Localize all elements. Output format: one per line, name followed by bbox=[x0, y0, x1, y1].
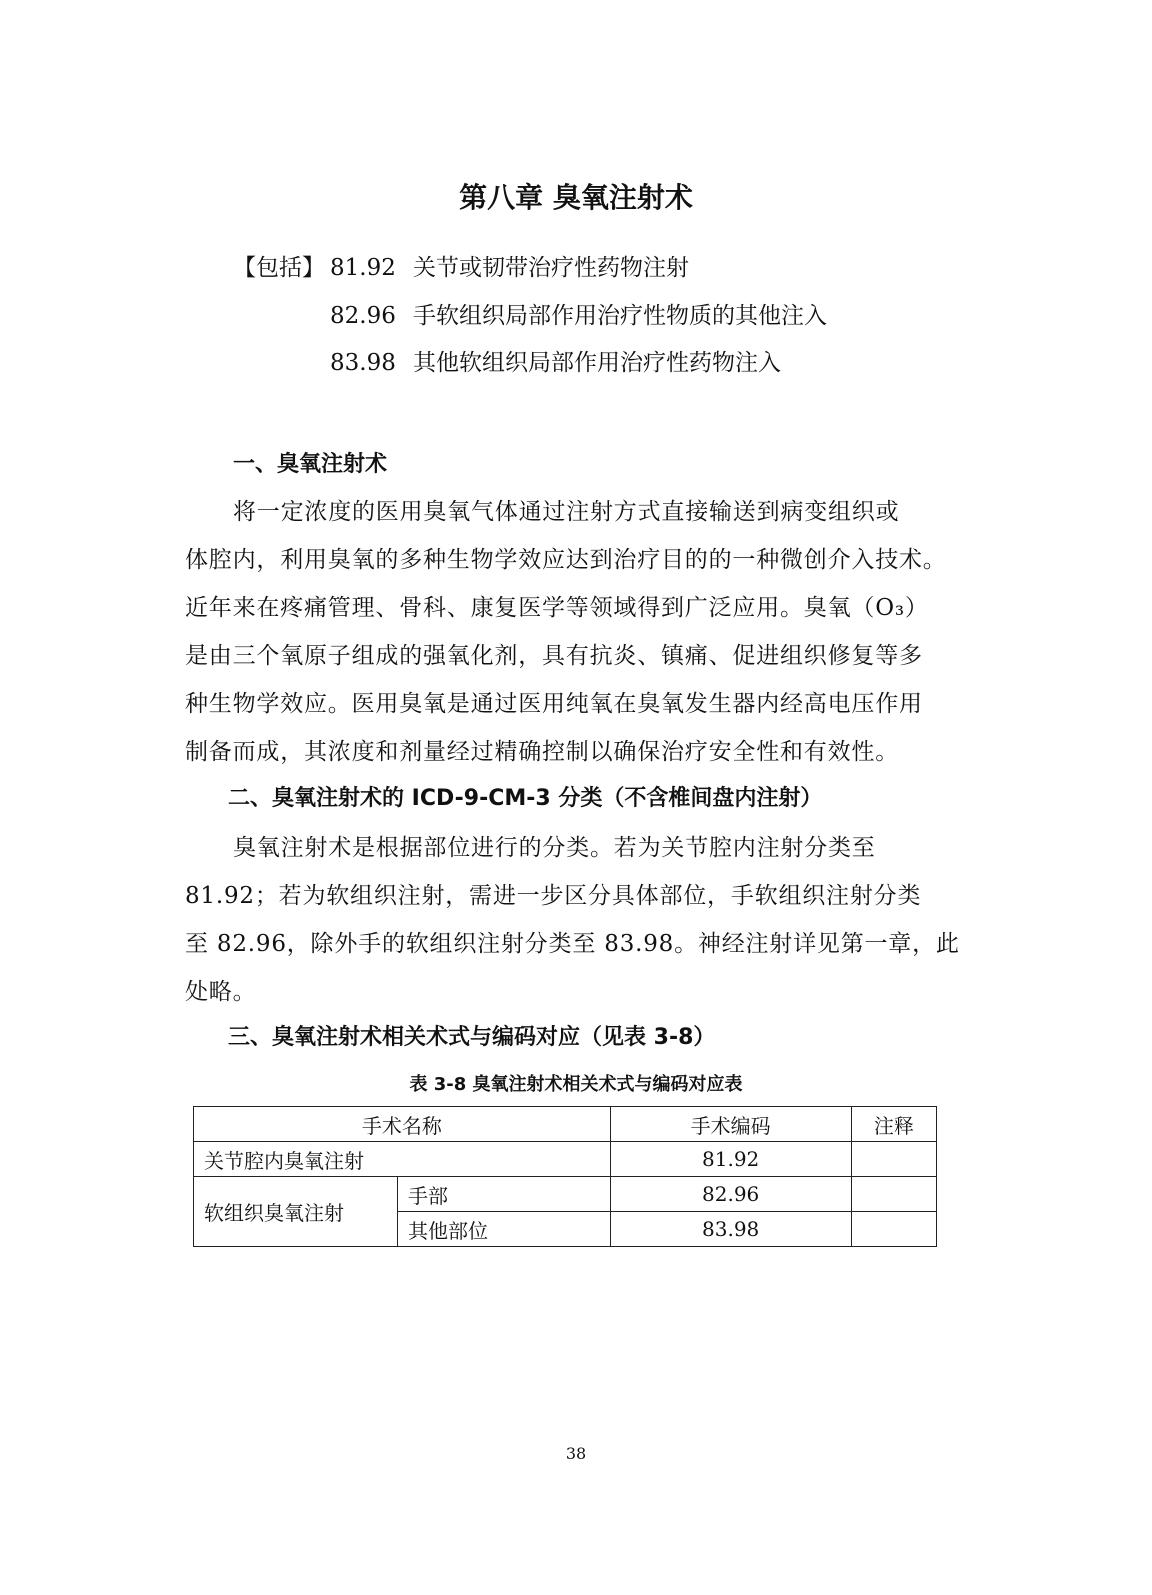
procedure-code-cell: 81.92 bbox=[610, 1142, 851, 1177]
section-3-heading: 三、臭氧注射术相关术式与编码对应（见表 3-8） bbox=[228, 1025, 716, 1050]
table-header-row bbox=[194, 1107, 937, 1142]
header-notes: 注释 bbox=[851, 1107, 936, 1142]
header-procedure-code: 手术编码 bbox=[610, 1107, 851, 1142]
paragraph-line: 体腔内，利用臭氧的多种生物学效应达到治疗目的的一种微创介入技术。 bbox=[185, 547, 947, 573]
includes-line-3 bbox=[233, 348, 933, 378]
procedure-code-cell: 83.98 bbox=[610, 1212, 851, 1247]
procedure-code-cell: 82.96 bbox=[610, 1177, 851, 1212]
procedure-site-cell: 其他部位 bbox=[398, 1212, 611, 1247]
paragraph-line: 将一定浓度的医用臭氧气体通过注射方式直接输送到病变组织或 bbox=[233, 499, 900, 525]
page-number: 38 bbox=[565, 1444, 587, 1463]
section-2-heading: 二、臭氧注射术的 ICD-9-CM-3 分类（不含椎间盘内注射） bbox=[228, 786, 823, 811]
paragraph-line: 至 82.96，除外手的软组织注射分类至 83.98。神经注射详见第一章，此 bbox=[185, 931, 960, 957]
paragraph-line: 种生物学效应。医用臭氧是通过医用纯氧在臭氧发生器内经高电压作用 bbox=[185, 691, 923, 717]
include-desc: 其他软组织局部作用治疗性药物注入 bbox=[413, 350, 781, 376]
notes-cell bbox=[851, 1177, 936, 1212]
table-row bbox=[194, 1142, 937, 1177]
include-desc: 手软组织局部作用治疗性物质的其他注入 bbox=[413, 303, 827, 329]
includes-tag: 【包括】 bbox=[233, 255, 325, 281]
paragraph-line: 臭氧注射术是根据部位进行的分类。若为关节腔内注射分类至 bbox=[233, 835, 876, 861]
table-row bbox=[194, 1177, 937, 1212]
paragraph-line: 是由三个氧原子组成的强氧化剂，具有抗炎、镇痛、促进组织修复等多 bbox=[185, 643, 923, 669]
procedure-group-cell: 软组织臭氧注射 bbox=[194, 1177, 398, 1247]
paragraph-line: 近年来在疼痛管理、骨科、康复医学等领域得到广泛应用。臭氧（O₃） bbox=[185, 595, 929, 621]
notes-cell bbox=[851, 1212, 936, 1247]
include-code: 81.92 bbox=[330, 255, 396, 281]
include-code: 83.98 bbox=[330, 350, 396, 376]
notes-cell bbox=[851, 1142, 936, 1177]
procedure-name-cell: 关节腔内臭氧注射 bbox=[194, 1142, 611, 1177]
paragraph-line: 制备而成，其浓度和剂量经过精确控制以确保治疗安全性和有效性。 bbox=[185, 739, 899, 765]
paragraph-line: 81.92；若为软组织注射，需进一步区分具体部位，手软组织注射分类 bbox=[185, 883, 922, 909]
include-desc: 关节或韧带治疗性药物注射 bbox=[413, 255, 689, 281]
includes-line-2 bbox=[233, 301, 933, 331]
paragraph-line: 处略。 bbox=[185, 979, 257, 1005]
includes-line-1 bbox=[233, 253, 933, 283]
header-procedure-name: 手术名称 bbox=[194, 1107, 611, 1142]
code-table bbox=[193, 1106, 937, 1247]
include-code: 82.96 bbox=[330, 303, 396, 329]
procedure-site-cell: 手部 bbox=[398, 1177, 611, 1212]
table-caption: 表 3-8 臭氧注射术相关术式与编码对应表 bbox=[409, 1074, 743, 1095]
section-1-heading: 一、臭氧注射术 bbox=[233, 452, 388, 477]
chapter-title: 第八章 臭氧注射术 bbox=[459, 181, 693, 214]
